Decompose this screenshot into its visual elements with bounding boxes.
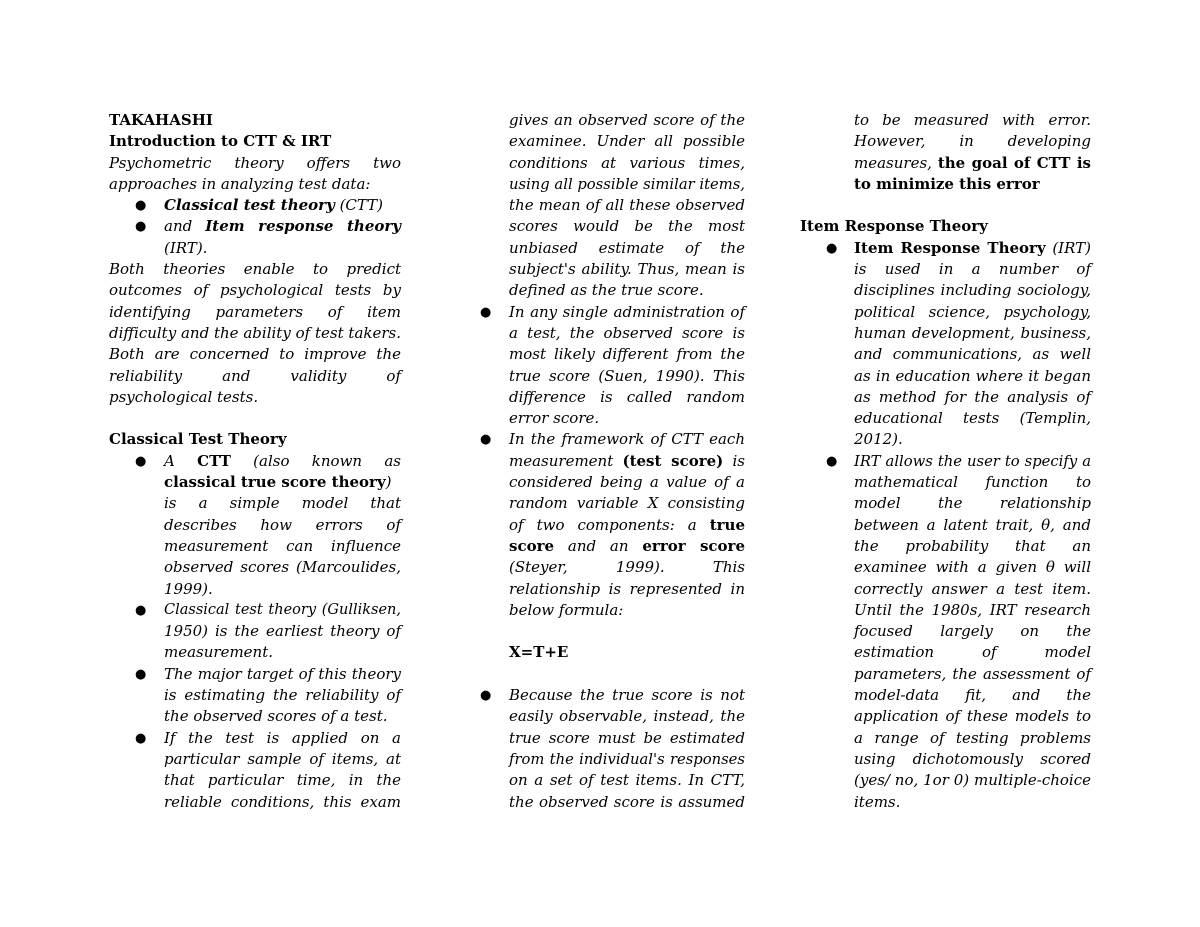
- cont-line: gives an observed score of the: [509, 111, 745, 129]
- ctt-bullet-6-line: random variable X consisting: [509, 494, 745, 513]
- para-line: Both theories enable to predict: [109, 260, 401, 279]
- irt-bullet-1-line: as method for the analysis of: [854, 387, 1091, 406]
- cont-line: the mean of all these observed: [509, 196, 745, 215]
- irt-bullet-1-line: is used in a number of: [854, 260, 1091, 279]
- irt-bullet-2-line: items.: [854, 792, 901, 811]
- irt-bullet-1-line: educational tests (Templin,: [854, 409, 1091, 428]
- irt-bullet-1-line: political science, psychology,: [854, 302, 1091, 321]
- irt-bullet-1-line: 2012).: [854, 430, 903, 449]
- irt-bullet-1-line: human development, business,: [854, 323, 1091, 342]
- ctt-bullet-4-line: particular sample of items, at: [164, 749, 401, 768]
- bullet-icon: ●: [135, 198, 147, 214]
- column-1: [109, 110, 401, 813]
- ctt-bullet-6: ● In the framework of CTT each: [478, 429, 745, 450]
- bullet-icon: ●: [480, 688, 492, 704]
- formula: X=T+E: [509, 643, 569, 662]
- document-title: Introduction to CTT & IRT: [109, 132, 332, 151]
- ctt-bullet-6-line: (Steyer, 1999). This: [509, 558, 745, 577]
- bullet-icon: ●: [135, 453, 147, 469]
- bullet-irt-cont: (IRT).: [164, 238, 208, 257]
- irt-bullet-2-line: application of these models to: [854, 707, 1091, 726]
- bullet-icon: ●: [826, 453, 838, 469]
- irt-bullet-2-line: the probability that an: [854, 536, 1091, 555]
- irt-bullet-2-line: mathematical function to: [854, 473, 1091, 492]
- ctt-bullet-1-line: 1999).: [164, 579, 213, 598]
- ctt-bullet-2: ● Classical test theory (Gulliksen,: [109, 600, 401, 621]
- irt-bullet-2-line: Until the 1980s, IRT research: [854, 600, 1091, 619]
- irt-bullet-1-line: disciplines including sociology,: [854, 281, 1091, 300]
- ctt-bullet-1-line: is a simple model that: [164, 494, 401, 513]
- column-2: [478, 110, 745, 813]
- para-line: reliability and validity of: [109, 366, 401, 385]
- ctt-bullet-5-line: most likely different from the: [509, 345, 745, 364]
- irt-bullet-1-line: as in education where it began: [854, 366, 1091, 385]
- ctt-bullet-4-line: that particular time, in the: [164, 771, 401, 790]
- bullet-icon: ●: [135, 602, 147, 618]
- ctt-bullet-4: ● If the test is applied on a: [109, 728, 401, 749]
- ctt-bullet-3: ● The major target of this theory: [109, 664, 401, 685]
- ctt-bullet-5-line: difference is called random: [509, 387, 745, 406]
- cont-line: to minimize this error: [854, 174, 1040, 193]
- ctt-bullet-4-line: reliable conditions, this exam: [164, 792, 401, 811]
- section-heading-irt: Item Response Theory: [800, 217, 988, 236]
- bullet-icon: ●: [135, 730, 147, 746]
- intro-line: approaches in analyzing test data:: [109, 174, 371, 193]
- irt-bullet-2-line: estimation of model: [854, 643, 1091, 662]
- ctt-bullet-3-line: is estimating the reliability of: [164, 686, 401, 705]
- para-line: difficulty and the ability of test takers.: [109, 323, 401, 342]
- ctt-bullet-6-line: considered being a value of a: [509, 473, 745, 492]
- para-line: identifying parameters of item: [109, 302, 401, 321]
- ctt-bullet-2-line: measurement.: [164, 643, 274, 662]
- bullet-icon: ●: [480, 304, 492, 320]
- ctt-bullet-7-line: from the individual's responses: [509, 750, 745, 768]
- ctt-bullet-1-line: measurement can influence: [164, 536, 401, 555]
- bullet-icon: ●: [480, 432, 492, 448]
- cont-line: subject's ability. Thus, mean is: [509, 260, 745, 279]
- ctt-bullet-2-line: 1950) is the earliest theory of: [164, 622, 401, 641]
- ctt-bullet-5-line: error score.: [509, 409, 600, 428]
- intro-line: Psychometric theory offers two: [109, 153, 401, 172]
- ctt-bullet-3-line: the observed scores of a test.: [164, 707, 388, 726]
- irt-bullet-2-line: examinee with a given θ will: [854, 558, 1091, 577]
- ctt-bullet-6-line: relationship is represented in: [509, 579, 745, 598]
- bullet-icon: ●: [135, 219, 147, 235]
- irt-bullet-2-line: (yes/ no, 1or 0) multiple-choice: [854, 771, 1091, 790]
- cont-line: However, in developing: [854, 132, 1091, 151]
- ctt-bullet-7-line: easily observable, instead, the: [509, 707, 745, 726]
- para-line: Both are concerned to improve the: [109, 345, 401, 364]
- ctt-bullet-6-line: below formula:: [509, 600, 624, 619]
- section-heading-ctt: Classical Test Theory: [109, 430, 287, 449]
- cont-line: using all possible similar items,: [509, 175, 745, 193]
- author-heading: TAKAHASHI: [109, 111, 213, 129]
- bullet-icon: ●: [135, 666, 147, 682]
- para-line: psychological tests.: [109, 387, 259, 406]
- cont-line: to be measured with error.: [854, 111, 1091, 129]
- cont-line: measures, the goal of CTT is: [854, 153, 1091, 172]
- ctt-bullet-7-line: the observed score is assumed: [509, 792, 745, 811]
- irt-bullet-2-line: model-data fit, and the: [854, 686, 1091, 705]
- irt-bullet-2-line: correctly answer a test item.: [854, 579, 1091, 598]
- cont-line: conditions at various times,: [509, 153, 745, 172]
- bullet-ctt: ● Classical test theory (CTT): [109, 195, 401, 216]
- para-line: outcomes of psychological tests by: [109, 281, 401, 300]
- bullet-icon: ●: [826, 240, 838, 256]
- cont-line: unbiased estimate of the: [509, 238, 745, 257]
- ctt-bullet-1-line: classical true score theory): [164, 473, 392, 492]
- cont-line: scores would be the most: [509, 217, 745, 236]
- bullet-irt: ● and Item response theory: [109, 216, 401, 237]
- ctt-bullet-5: ● In any single administration of: [478, 302, 745, 323]
- irt-bullet-2-line: using dichotomously scored: [854, 749, 1091, 768]
- ctt-bullet-5-line: true score (Suen, 1990). This: [509, 366, 745, 385]
- cont-line: examinee. Under all possible: [509, 132, 745, 151]
- ctt-bullet-7-line: on a set of test items. In CTT,: [509, 771, 745, 790]
- irt-bullet-2-line: between a latent trait, θ, and: [854, 515, 1091, 534]
- cont-line: defined as the true score.: [509, 281, 704, 300]
- irt-bullet-1: ● Item Response Theory (IRT): [800, 238, 1091, 259]
- ctt-bullet-6-line: of two components: a true: [509, 515, 745, 534]
- irt-bullet-2-line: parameters, the assessment of: [854, 664, 1091, 683]
- irt-bullet-2-line: model the relationship: [854, 494, 1091, 513]
- irt-bullet-2-line: focused largely on the: [854, 622, 1091, 641]
- irt-bullet-1-line: and communications, as well: [854, 345, 1091, 364]
- ctt-bullet-6-line: measurement (test score) is: [509, 451, 745, 470]
- ctt-bullet-6-line: score and an error score: [509, 536, 745, 555]
- ctt-bullet-7: ● Because the true score is not: [478, 685, 745, 706]
- ctt-bullet-1: ● A CTT (also known as: [109, 451, 401, 472]
- ctt-bullet-5-line: a test, the observed score is: [509, 323, 745, 342]
- ctt-bullet-1-line: describes how errors of: [164, 515, 401, 534]
- ctt-bullet-1-line: observed scores (Marcoulides,: [164, 558, 401, 577]
- column-3: [800, 110, 1091, 813]
- irt-bullet-2: ● IRT allows the user to specify a: [800, 451, 1091, 472]
- irt-bullet-2-line: a range of testing problems: [854, 728, 1091, 747]
- ctt-bullet-7-line: true score must be estimated: [509, 728, 745, 747]
